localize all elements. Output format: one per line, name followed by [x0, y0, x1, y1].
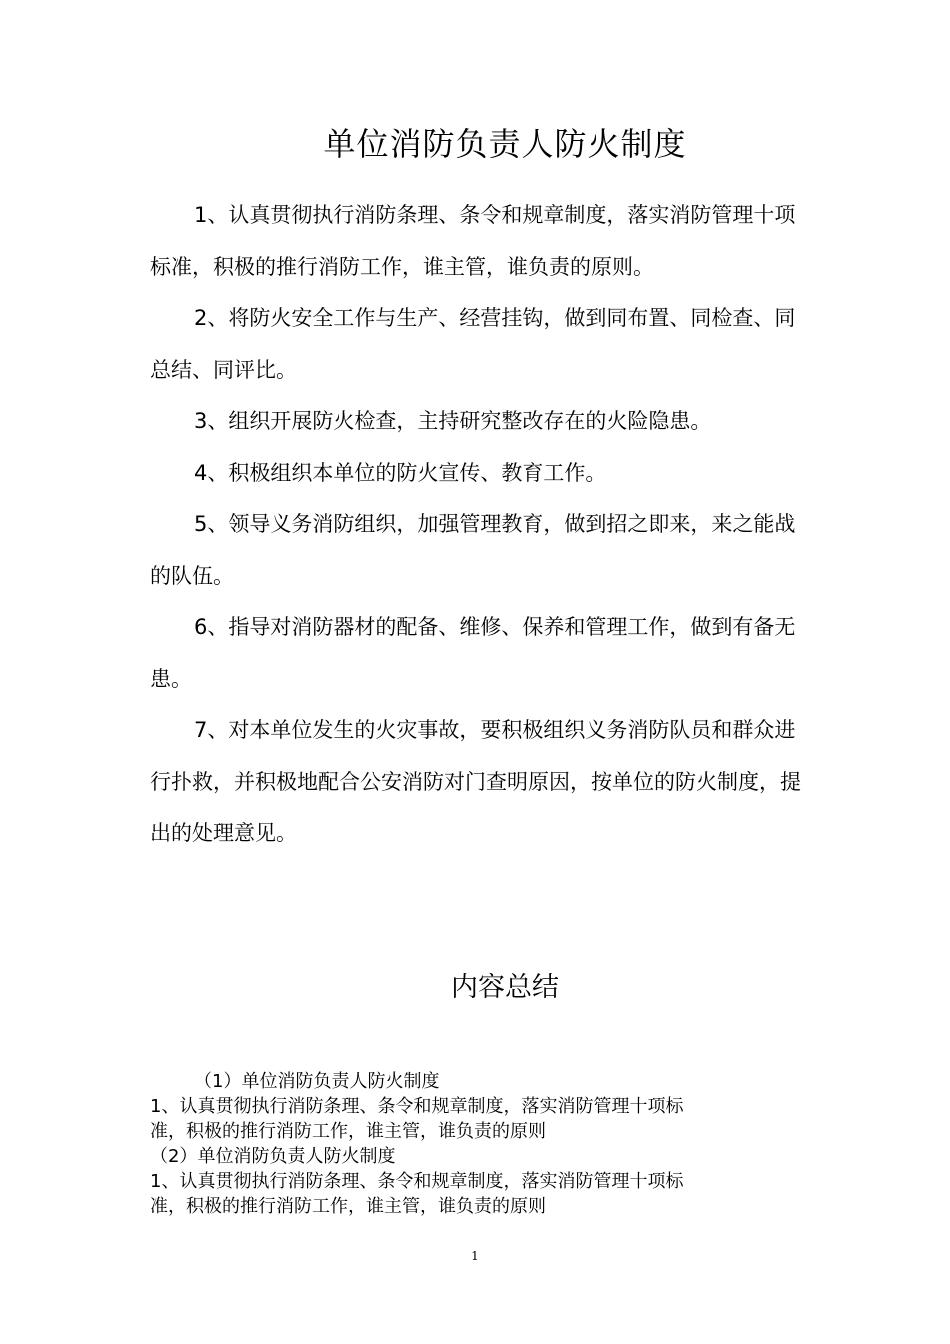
summary-body: [150, 1069, 790, 1219]
document-body: [150, 190, 810, 860]
page-number: 1: [471, 1249, 479, 1263]
document-title: 单位消防负责人防火制度: [323, 125, 687, 163]
summary-line: 准，积极的推行消防工作，谁主管，谁负责的原则: [150, 1196, 546, 1217]
summary-line: （1）单位消防负责人防火制度: [194, 1071, 440, 1092]
summary-title: 内容总结: [451, 972, 559, 1003]
summary-line: 准，积极的推行消防工作，谁主管，谁负责的原则: [150, 1121, 546, 1142]
paragraph-1: 1、认真贯彻执行消防条理、条令和规章制度，落实消防管理十项标准，积极的推行消防工作，谁主管，谁负责的原则。: [150, 203, 796, 279]
paragraph-2: 2、将防火安全工作与生产、经营挂钩，做到同布置、同检查、同总结、同评比。: [150, 306, 796, 382]
summary-line: （2）单位消防负责人防火制度: [150, 1146, 396, 1167]
paragraph-4: 4、积极组织本单位的防火宣传、教育工作。: [194, 460, 607, 485]
paragraph-7: 7、对本单位发生的火灾事故，要积极组织义务消防队员和群众进行扑救，并积极地配合公安消防对门查明原因，按单位的防火制度，提出的处理意见。: [150, 718, 801, 845]
summary-line: 1、认真贯彻执行消防条理、条令和规章制度，落实消防管理十项标: [150, 1171, 684, 1192]
paragraph-6: 6、指导对消防器材的配备、维修、保养和管理工作，做到有备无患。: [150, 615, 796, 691]
summary-line: 1、认真贯彻执行消防条理、条令和规章制度，落实消防管理十项标: [150, 1096, 684, 1117]
paragraph-3: 3、组织开展防火检查，主持研究整改存在的火险隐患。: [194, 409, 712, 433]
paragraph-5: 5、领导义务消防组织，加强管理教育，做到招之即来，来之能战的队伍。: [150, 512, 796, 588]
